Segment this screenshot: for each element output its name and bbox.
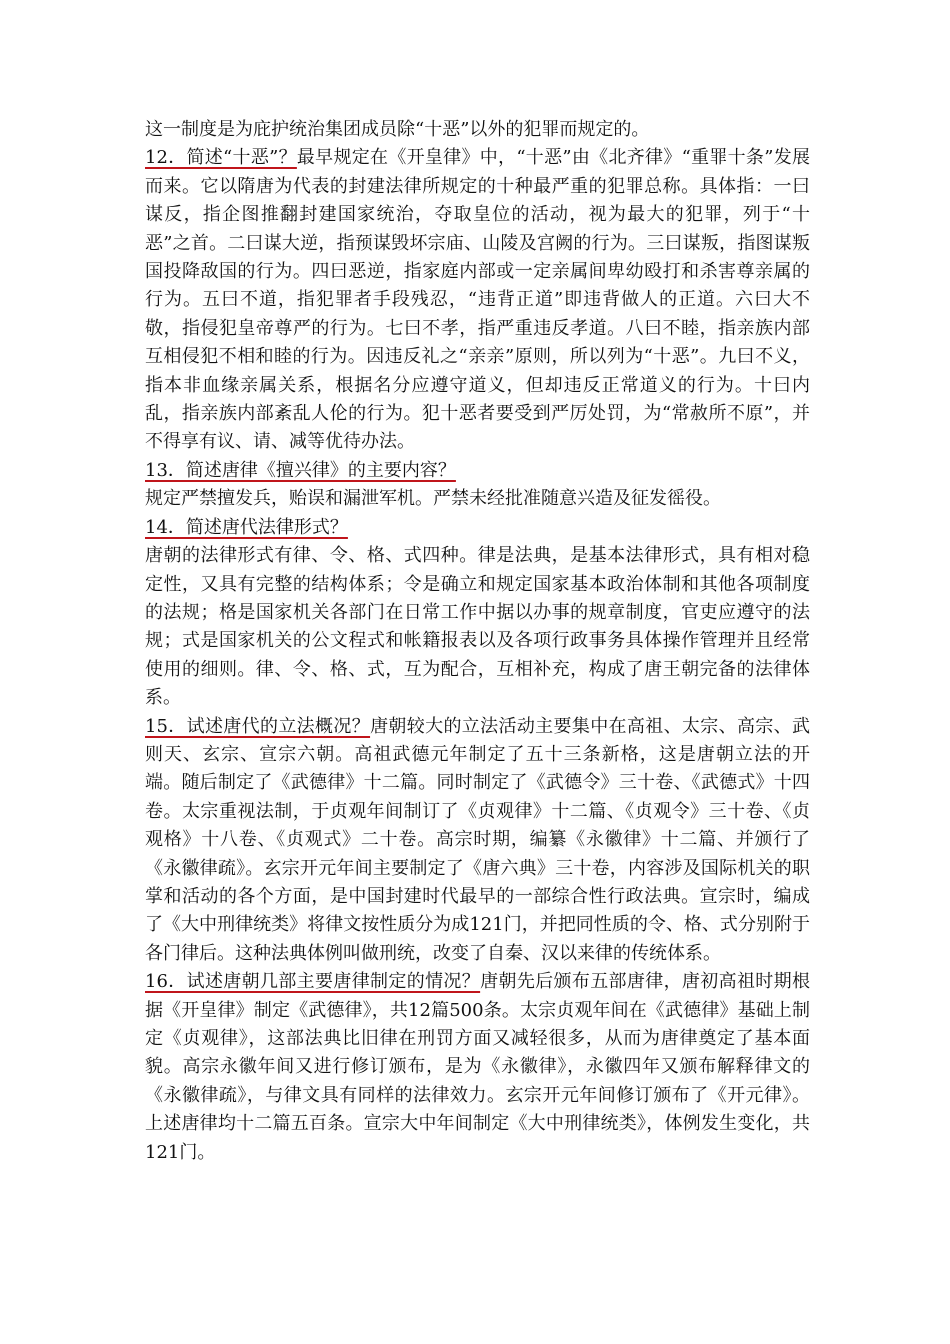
item-12 <box>145 144 810 456</box>
answer-12: 最早规定在《开皇律》中，“十恶”由《北齐律》“重罪十条”发展而来。它以隋唐为代表的封建法律所规定的十种最严重的犯罪总称。具体指：一曰谋反，指企图推翻封建国家统治，夺取皇位的活动，视为最大的犯罪，列于“十恶”之首。二曰谋大逆，指预谋毁坏宗庙、山陵及宫阙的行为。三曰谋叛，指图谋叛国投降敌国的行为。四曰恶逆，指家庭内部或一定亲属间卑幼殴打和杀害尊亲属的行为。五曰不道，指犯罪者手段残忍，“违背正道”即违背做人的正道。六曰大不敬，指侵犯皇帝尊严的行为。七曰不孝，指严重违反孝道。八曰不睦，指亲族内部互相侵犯不相和睦的行为。因违反礼之“亲亲”原则，所以列为“十恶”。九曰不义，指本非血缘亲属关系，根据名分应遵守道义，但却违反正常道义的行为。十曰内乱，指亲族内部紊乱人伦的行为。犯十恶者要受到严厉处罚，为“常赦所不原”，并不得享有议、请、减等优待办法。 <box>145 147 810 453</box>
answer-14: 唐朝的法律形式有律、令、格、式四种。律是法典，是基本法律形式，具有相对稳定性，又具有完整的结构体系；令是确立和规定国家基本政治体制和其他各项制度的法规；格是国家机关各部门在日常工作中据以办事的规章制度，官吏应遵守的法规；式是国家机关的公文程式和帐籍报表以及各项行政事务具体操作管理并且经常使用的细则。律、令、格、式，互为配合，互相补充，构成了唐王朝完备的法律体系。 <box>145 545 810 709</box>
question-14-heading: 14．简述唐代法律形式？ <box>145 516 348 538</box>
question-16-heading: 16．试述唐朝几部主要唐律制定的情况？ <box>145 971 481 993</box>
answer-16: 唐朝先后颁布五部唐律，唐初高祖时期根据《开皇律》制定《武德律》，共12篇500条。太宗贞观年间在《武德律》基础上制定《贞观律》，这部法典比旧律在刑罚方面又减轻很多，从而为唐律奠定了基本面貌。高宗永徽年间又进行修订颁布，是为《永徽律》，永徽四年又颁布解释律文的《永徽律疏》，与律文具有同样的法律效力。玄宗开元年间修订颁布了《开元律》。上述唐律均十二篇五百条。宣宗大中年间制定《大中刑律统类》，体例发生变化，共121门。 <box>145 971 810 1163</box>
item-13 <box>145 457 810 514</box>
answer-13: 规定严禁擅发兵，贻误和漏泄军机。严禁未经批准随意兴造及征发徭役。 <box>145 488 721 510</box>
document-body <box>145 116 810 1167</box>
question-15-heading: 15．试述唐代的立法概况？ <box>145 715 371 737</box>
item-16 <box>145 968 810 1167</box>
item-14 <box>145 514 810 713</box>
question-12-heading: 12．简述“十恶”？ <box>145 147 297 169</box>
question-13-heading: 13．简述唐律《擅兴律》的主要内容？ <box>145 459 456 481</box>
intro-paragraph: 这一制度是为庇护统治集团成员除“十恶”以外的犯罪而规定的。 <box>145 119 650 140</box>
answer-15: 唐朝较大的立法活动主要集中在高祖、太宗、高宗、武则天、玄宗、宣宗六朝。高祖武德元年制定了五十三条新格，这是唐朝立法的开端。随后制定了《武德律》十二篇。同时制定了《武德令》三十卷、《武德式》十四卷。太宗重视法制，于贞观年间制订了《贞观律》十二篇、《贞观令》三十卷、《贞观格》十八卷、《贞观式》二十卷。高宗时期，编纂《永徽律》十二篇、并颁行了《永徽律疏》。玄宗开元年间主要制定了《唐六典》三十卷，内容涉及国际机关的职掌和活动的各个方面，是中国封建时代最早的一部综合性行政法典。宣宗时，编成了《大中刑律统类》将律文按性质分为成121门，并把同性质的令、格、式分别附于各门律后。这种法典体例叫做刑统，改变了自秦、汉以来律的传统体系。 <box>145 715 811 964</box>
item-15 <box>145 713 810 969</box>
